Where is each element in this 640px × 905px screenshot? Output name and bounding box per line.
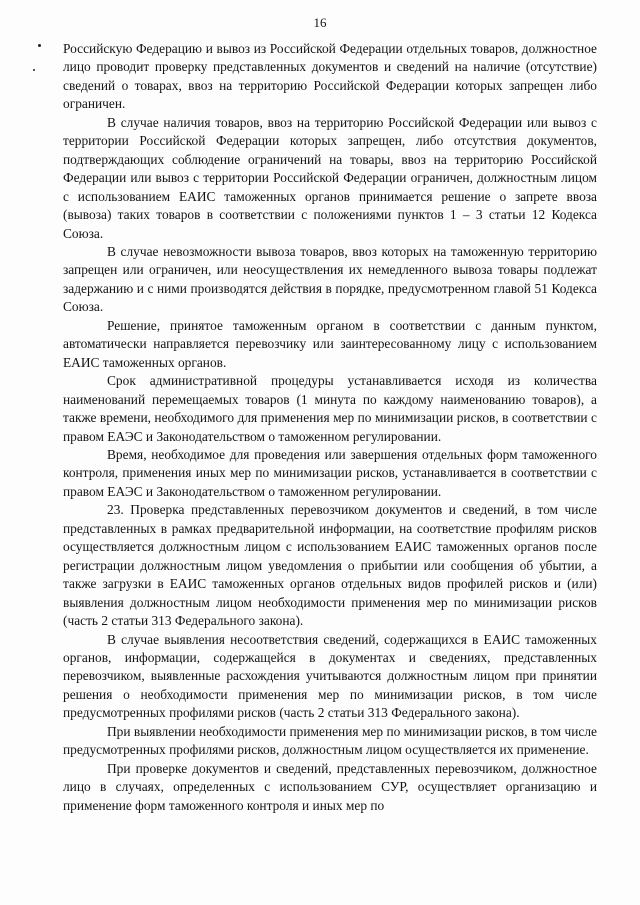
paragraph: В случае невозможности вывоза товаров, ввоз которых на таможенную территорию запрещен или ограничен, или неосуществления их немедленного вывоза товары подлежат задержанию и с ними производятся действия в порядке, предусмотренном главой 51 Кодекса Союза. [63,243,597,315]
scan-speck [33,69,35,71]
paragraph: В случае наличия товаров, ввоз на территорию Российской Федерации или вывоз с территории Российской Федерации которых запрещен, либо отсутствия документов, подтверждающих соблюдение ограничений на товары, ввоз на территорию Российской Федерации или вывоз с территории Российской Федерации ограничен, должностным лицом с использованием ЕАИС таможенных органов принимается решение о запрете ввоза (вывоза) таких товаров в соответствии с положениями пунктов 1 – 3 статьи 12 Кодекса Союза. [63,114,597,241]
page-number: 16 [313,15,327,30]
paragraph: Российскую Федерацию и вывоз из Российской Федерации отдельных товаров, должностное лицо проводит проверку представленных документов и сведений на наличие (отсутствие) сведений о товарах, ввоз на территорию Российской Федерации которых запрещен либо ограничен. [63,41,597,112]
paragraph: Срок административной процедуры устанавливается исходя из количества наименований перемещаемых товаров (1 минута по каждому наименованию товаров), а также времени, необходимого для применения мер по минимизации рисков, в соответствии с правом ЕАЭС и Законодательством о таможенном регулировании. [63,373,597,444]
body-text [63,40,597,815]
paragraph: При выявлении необходимости применения мер по минимизации рисков, в том числе предусмотренных профилями рисков, должностным лицом осуществляется их применение. [63,723,597,758]
paragraph: Решение, принятое таможенным органом в соответствии с данным пунктом, автоматически направляется перевозчику или заинтересованному лицу с использованием ЕАИС таможенных органов. [63,317,597,370]
scan-speck [38,44,41,47]
paragraph: При проверке документов и сведений, представленных перевозчиком, должностное лицо в случаях, определенных с использованием СУР, осуществляет организацию и применение форм таможенного контроля и иных мер по [63,760,597,813]
paragraph: Время, необходимое для проведения или завершения отдельных форм таможенного контроля, применения иных мер по минимизации рисков, устанавливается в соответствии с правом ЕАЭС и Законодательством о таможенном регулировании. [63,446,597,499]
paragraph: 23. Проверка представленных перевозчиком документов и сведений, в том числе представленных в рамках предварительной информации, на соответствие профилям рисков осуществляется должностным лицом с использованием ЕАИС таможенных органов после регистрации должностным лицом уведомления о прибытии или сообщения об убытии, а также загрузки в ЕАИС таможенных органов отдельных видов профилей рисков и (или) выявления должностным лицом необходимости применения мер по минимизации рисков (часть 2 статьи 313 Федерального закона). [63,502,597,629]
paragraph: В случае выявления несоответствия сведений, содержащихся в ЕАИС таможенных органов, информации, содержащейся в документах и сведениях, представленных перевозчиком, выявленные расхождения учитываются должностным лицом при принятии решения о необходимости применения мер по минимизации рисков, в том числе предусмотренных профилями рисков (часть 2 статьи 313 Федерального закона). [63,631,597,721]
